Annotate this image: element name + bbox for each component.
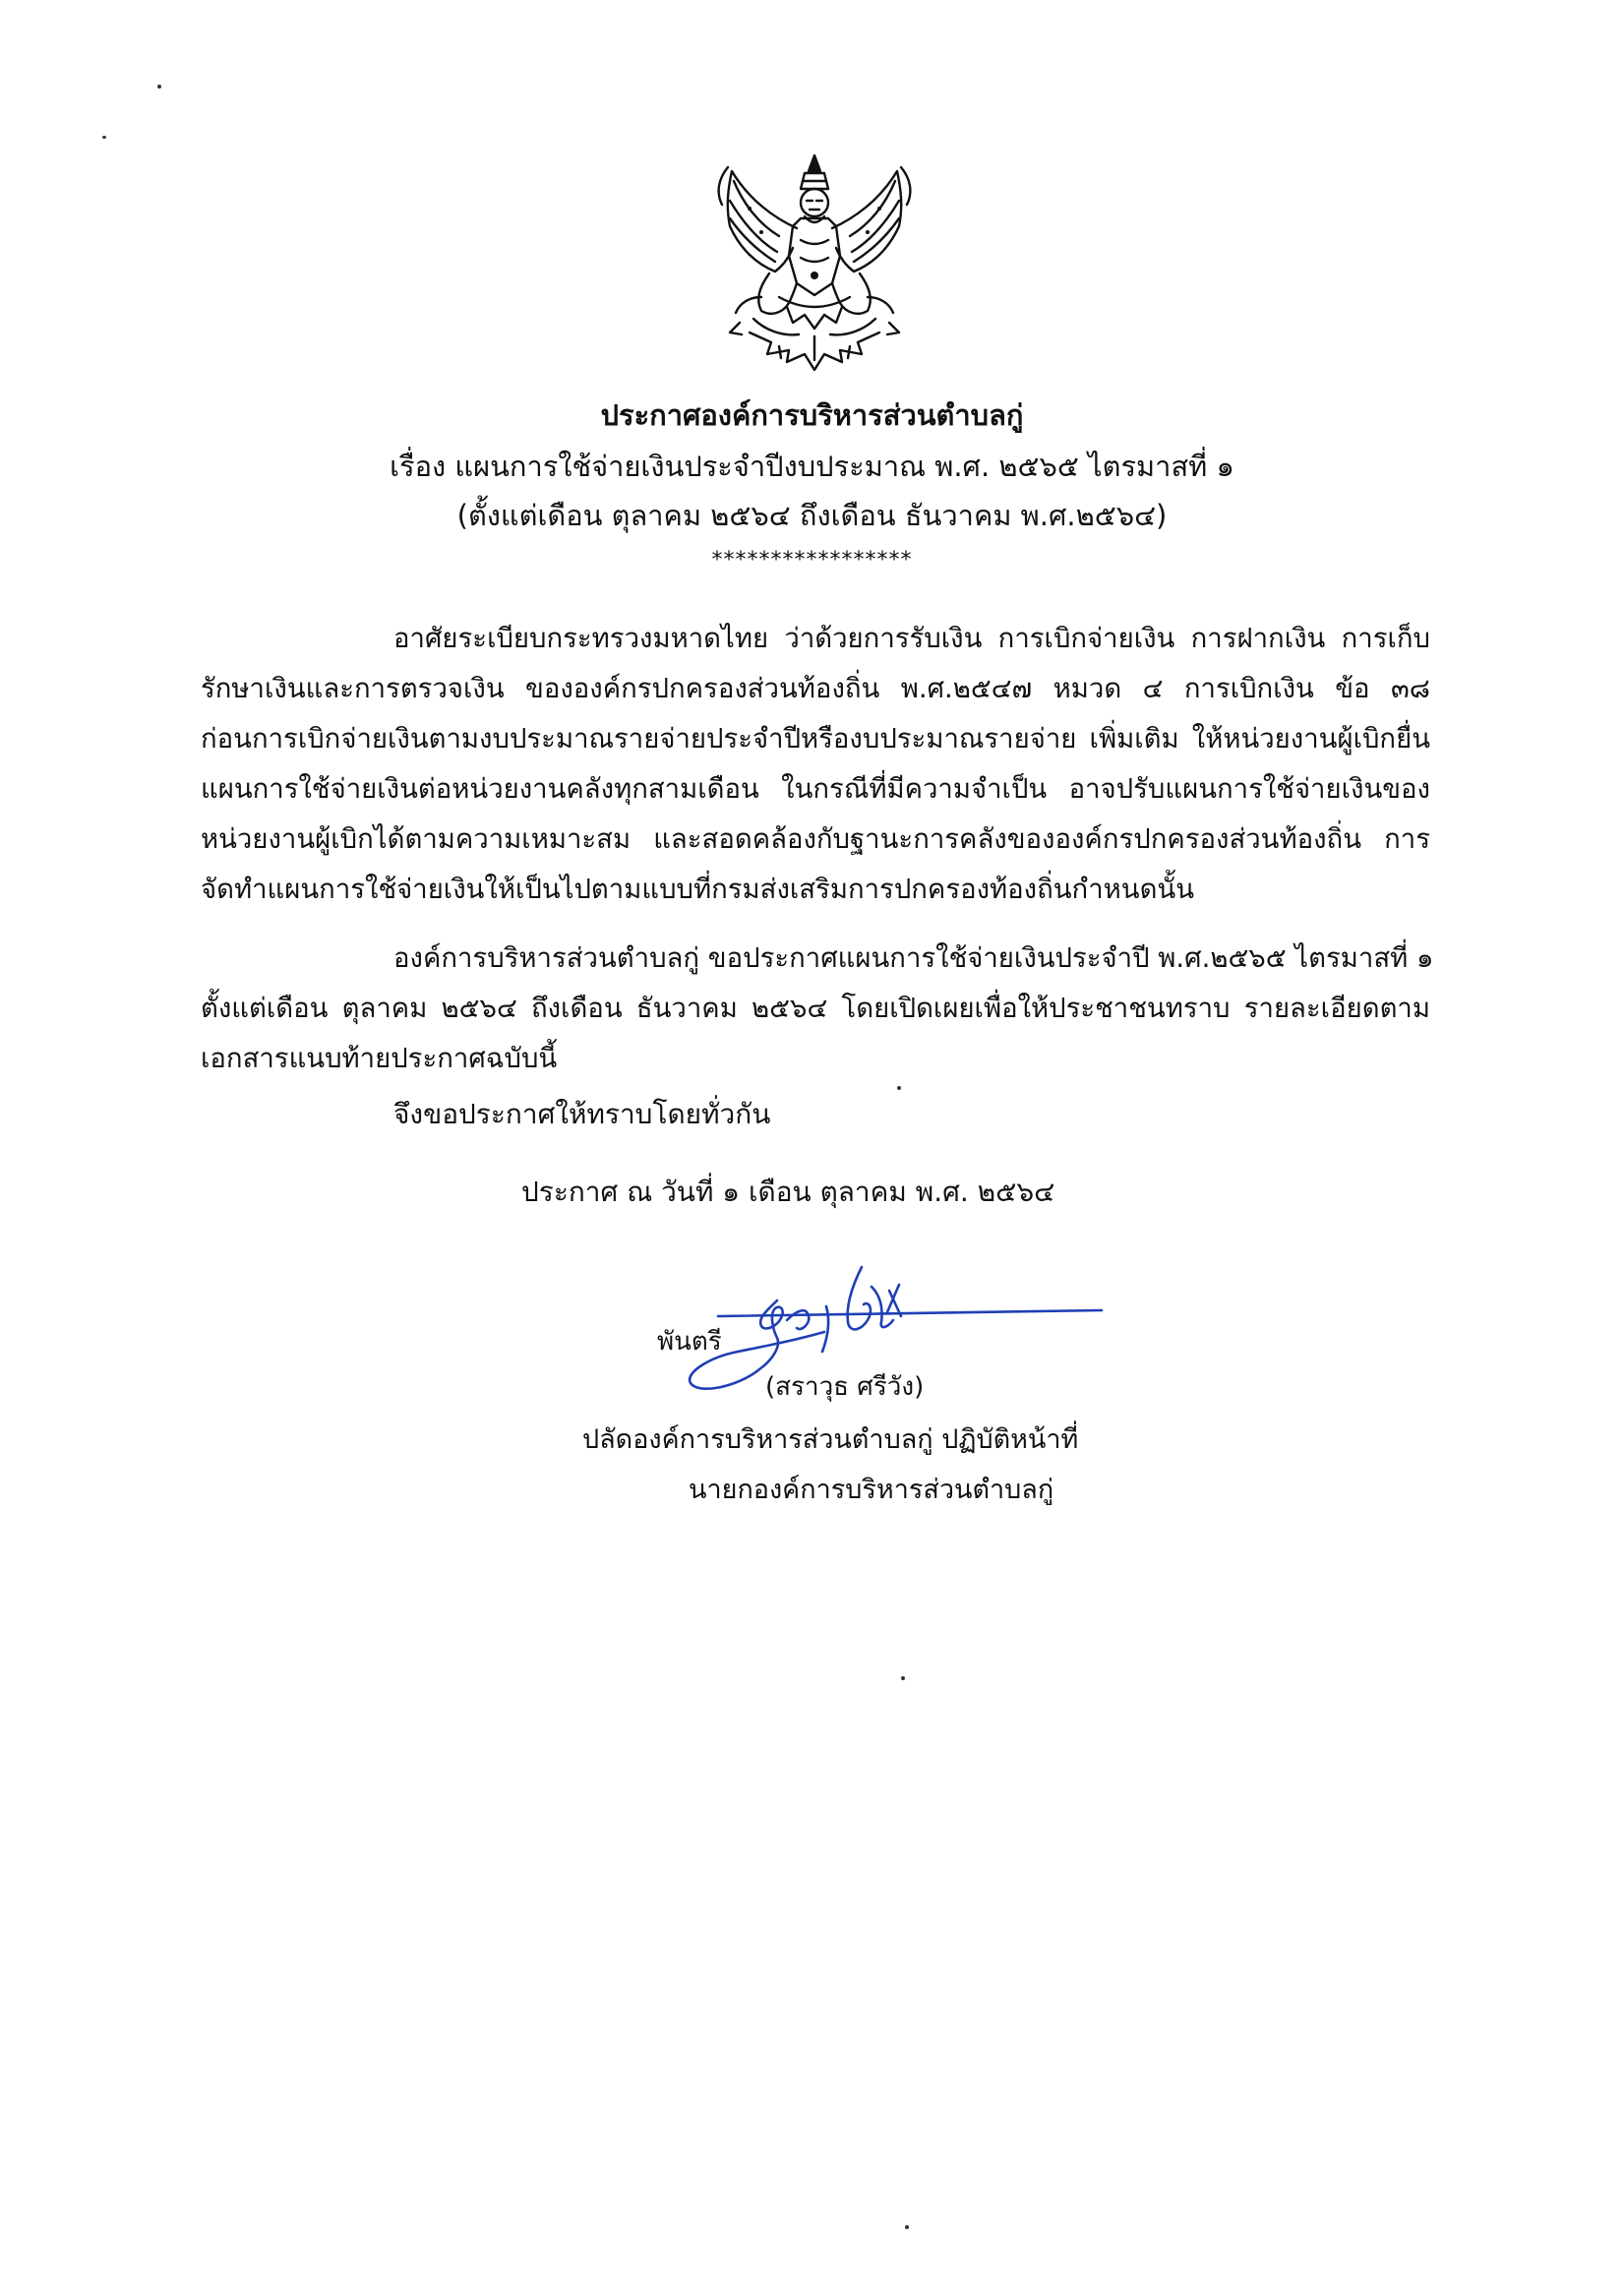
paragraph-line: อาศัยระเบียบกระทรวงมหาดไทย ว่าด้วยการรับเงิน การเบิกจ่ายเงิน การฝากเงิน การเก็บ [393,623,1430,654]
announcement-date: ประกาศ ณ วันที่ ๑ เดือน ตุลาคม พ.ศ. ๒๕๖๔ [521,1176,1055,1208]
scan-speck [102,136,106,139]
closing-statement: จึงขอประกาศให้ทราบโดยทั่วกัน [393,1098,771,1130]
signer-name: (สราวุธ ศรีวัง) [765,1372,925,1402]
paragraph-line: จัดทำแผนการใช้จ่ายเงินให้เป็นไปตามแบบที่กรมส่งเสริมการปกครองท้องถิ่นกำหนดนั้น [201,874,1195,905]
announcement-title: ประกาศองค์การบริหารส่วนตำบลกู่ [600,398,1024,432]
garuda-emblem-icon [710,150,919,378]
paragraph-line: ก่อนการเบิกจ่ายเงินตามงบประมาณรายจ่ายประจำปีหรืองบประมาณรายจ่าย เพิ่มเติม ให้หน่วยงานผู้เบิกยื่น [201,723,1430,755]
body-paragraph-2 [201,934,1434,1084]
paragraph-line: แผนการใช้จ่ายเงินต่อหน่วยงานคลังทุกสามเดือน ในกรณีที่มีความจำเป็น อาจปรับแผนการใช้จ่ายเงินของ [201,773,1430,805]
scan-speck [897,1086,901,1090]
scan-speck [905,2225,909,2229]
paragraph-line: เอกสารแนบท้ายประกาศฉบับนี้ [201,1043,558,1074]
paragraph-line: องค์การบริหารส่วนตำบลกู่ ขอประกาศแผนการใช้จ่ายเงินประจำปี พ.ศ.๒๕๖๕ ไตรมาสที่ ๑ [393,942,1434,974]
paragraph-line: หน่วยงานผู้เบิกได้ตามความเหมาะสม และสอดคล้องกับฐานะการคลังขององค์กรปกครองส่วนท้องถิ่น การ [201,823,1430,855]
scan-speck [157,85,161,89]
signer-rank: พันตรี [657,1327,722,1357]
separator-stars: ***************** [711,548,913,573]
signer-acting-position: นายกองค์การบริหารส่วนตำบลกู่ [689,1475,1054,1505]
scan-speck [901,1676,905,1680]
body-paragraph-1 [201,614,1430,915]
signer-position: ปลัดองค์การบริหารส่วนตำบลกู่ ปฏิบัติหน้าที่ [582,1424,1079,1455]
paragraph-line: รักษาเงินและการตรวจเงิน ขององค์กรปกครองส่วนท้องถิ่น พ.ศ.๒๕๔๗ หมวด ๔ การเบิกเงิน ข้อ ๓๘ [201,673,1430,704]
announcement-subject: เรื่อง แผนการใช้จ่ายเงินประจำปีงบประมาณ พ.ศ. ๒๕๖๕ ไตรมาสที่ ๑ [390,450,1234,483]
paragraph-line: ตั้งแต่เดือน ตุลาคม ๒๕๖๔ ถึงเดือน ธันวาคม ๒๕๖๔ โดยเปิดเผยเพื่อให้ประชาชนทราบ รายละเอียดตาม [201,993,1430,1024]
announcement-period: (ตั้งแต่เดือน ตุลาคม ๒๕๖๔ ถึงเดือน ธันวาคม พ.ศ.๒๕๖๔) [456,499,1168,532]
